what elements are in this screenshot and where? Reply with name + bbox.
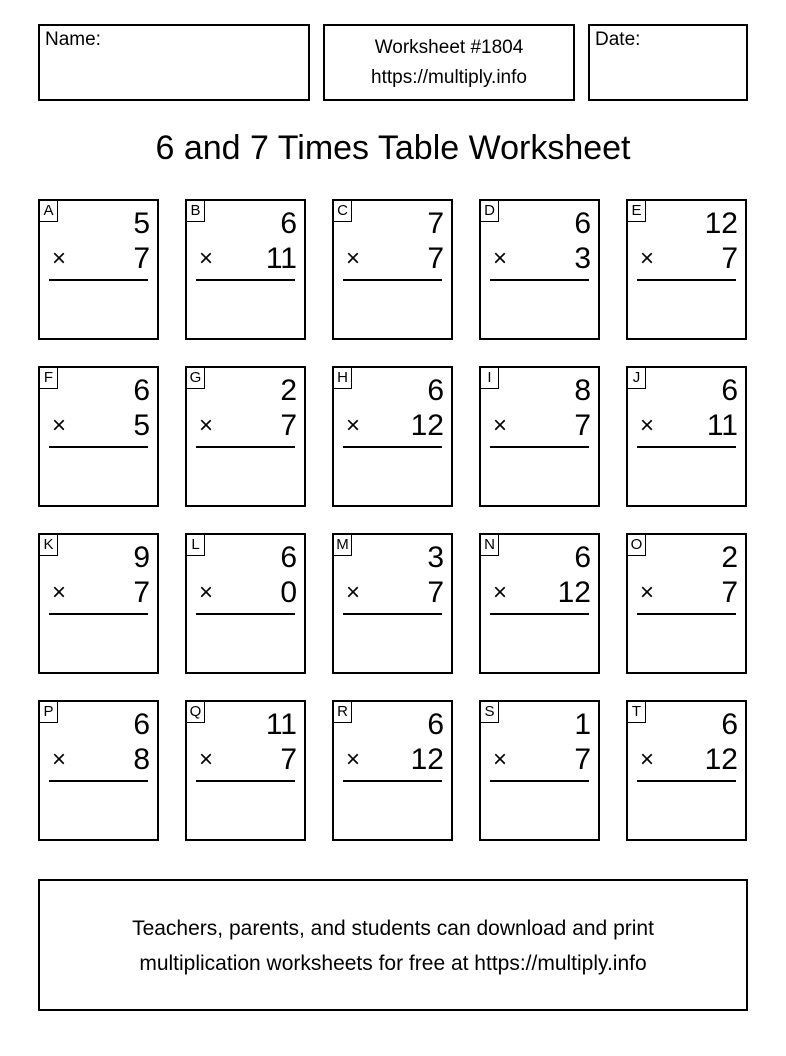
problem-top-number: 6 (427, 374, 444, 407)
problem-card[interactable] (332, 199, 453, 340)
times-sign: × (493, 245, 508, 272)
problem-label: E (628, 201, 646, 222)
problem-bottom-number: 7 (280, 409, 297, 442)
problem-label: T (628, 702, 646, 723)
problem-label: F (40, 368, 58, 389)
answer-line (49, 780, 148, 782)
problem-label: H (334, 368, 352, 389)
problem-bottom-number: 12 (704, 743, 738, 776)
worksheet-info-box (323, 24, 575, 101)
problem-top-number: 8 (574, 374, 591, 407)
problem-bottom-number: 7 (133, 576, 150, 609)
answer-line (490, 446, 589, 448)
answer-line (637, 279, 736, 281)
times-sign: × (640, 579, 655, 606)
worksheet-number: Worksheet #1804 (374, 37, 524, 58)
problem-top-number: 6 (721, 708, 738, 741)
times-sign: × (346, 245, 361, 272)
times-sign: × (493, 579, 508, 606)
answer-line (637, 446, 736, 448)
problem-top-number: 6 (133, 708, 150, 741)
problem-label: P (40, 702, 58, 723)
problem-top-number: 6 (280, 541, 297, 574)
times-sign: × (346, 412, 361, 439)
footer-notice (38, 879, 748, 1011)
problem-top-number: 2 (280, 374, 297, 407)
problem-label: Q (187, 702, 205, 723)
problem-card[interactable] (626, 366, 747, 507)
problem-bottom-number: 11 (706, 409, 738, 442)
problem-card[interactable] (185, 700, 306, 841)
problem-bottom-number: 0 (280, 576, 297, 609)
problem-card[interactable] (185, 199, 306, 340)
times-sign: × (52, 412, 67, 439)
times-sign: × (640, 746, 655, 773)
problem-top-number: 6 (721, 374, 738, 407)
problem-label: I (481, 368, 499, 389)
problem-label: R (334, 702, 352, 723)
problem-bottom-number: 7 (574, 409, 591, 442)
problem-top-number: 1 (574, 708, 591, 741)
answer-line (637, 780, 736, 782)
answer-line (490, 780, 589, 782)
problem-card[interactable] (38, 199, 159, 340)
problem-bottom-number: 12 (410, 743, 444, 776)
problem-card[interactable] (479, 533, 600, 674)
problem-label: J (628, 368, 646, 389)
problem-bottom-number: 12 (410, 409, 444, 442)
problem-bottom-number: 7 (721, 242, 738, 275)
problem-label: K (40, 535, 58, 556)
footer-line-2: multiplication worksheets for free at https://multiply.info (139, 952, 647, 975)
answer-line (343, 780, 442, 782)
problem-label: C (334, 201, 352, 222)
footer-line-1: Teachers, parents, and students can download and print (132, 917, 654, 940)
problem-bottom-number: 3 (574, 242, 591, 275)
problem-label: A (40, 201, 58, 222)
problem-label: O (628, 535, 646, 556)
problem-label: B (187, 201, 205, 222)
answer-line (343, 279, 442, 281)
problem-top-number: 12 (704, 207, 738, 240)
times-sign: × (52, 245, 67, 272)
problem-card[interactable] (185, 533, 306, 674)
worksheet-url: https://multiply.info (371, 67, 527, 88)
problem-top-number: 9 (133, 541, 150, 574)
problem-top-number: 5 (133, 207, 150, 240)
problem-label: L (187, 535, 205, 556)
problem-top-number: 6 (133, 374, 150, 407)
problem-card[interactable] (38, 366, 159, 507)
problem-bottom-number: 5 (133, 409, 150, 442)
times-sign: × (199, 746, 214, 773)
problem-bottom-number: 7 (427, 576, 444, 609)
problem-label: S (481, 702, 499, 723)
answer-line (490, 279, 589, 281)
answer-line (49, 279, 148, 281)
times-sign: × (346, 579, 361, 606)
date-field-box[interactable] (588, 24, 748, 101)
problem-top-number: 11 (265, 708, 297, 741)
times-sign: × (52, 746, 67, 773)
problem-card[interactable] (479, 199, 600, 340)
problem-top-number: 6 (574, 541, 591, 574)
problem-card[interactable] (332, 366, 453, 507)
answer-line (49, 613, 148, 615)
problem-bottom-number: 7 (133, 242, 150, 275)
problem-bottom-number: 7 (280, 743, 297, 776)
answer-line (196, 780, 295, 782)
times-sign: × (199, 579, 214, 606)
problem-card[interactable] (185, 366, 306, 507)
answer-line (49, 446, 148, 448)
problem-label: N (481, 535, 499, 556)
problem-top-number: 7 (427, 207, 444, 240)
problem-card[interactable] (626, 700, 747, 841)
problem-card[interactable] (332, 533, 453, 674)
problem-bottom-number: 8 (133, 743, 150, 776)
answer-line (196, 279, 295, 281)
times-sign: × (640, 245, 655, 272)
problem-top-number: 2 (721, 541, 738, 574)
problem-top-number: 6 (427, 708, 444, 741)
problem-card[interactable] (626, 199, 747, 340)
answer-line (637, 613, 736, 615)
times-sign: × (493, 412, 508, 439)
name-field-box[interactable] (38, 24, 310, 101)
problem-bottom-number: 12 (557, 576, 591, 609)
problem-bottom-number: 7 (721, 576, 738, 609)
answer-line (490, 613, 589, 615)
answer-line (343, 446, 442, 448)
times-sign: × (199, 245, 214, 272)
answer-line (196, 446, 295, 448)
problem-card[interactable] (479, 700, 600, 841)
problem-card[interactable] (332, 700, 453, 841)
problem-card[interactable] (38, 533, 159, 674)
times-sign: × (52, 579, 67, 606)
problem-top-number: 6 (280, 207, 297, 240)
problem-label: G (187, 368, 205, 389)
problem-bottom-number: 7 (427, 242, 444, 275)
answer-line (343, 613, 442, 615)
problem-card[interactable] (479, 366, 600, 507)
problem-bottom-number: 7 (574, 743, 591, 776)
times-sign: × (199, 412, 214, 439)
times-sign: × (346, 746, 361, 773)
problem-top-number: 6 (574, 207, 591, 240)
problem-card[interactable] (38, 700, 159, 841)
times-sign: × (640, 412, 655, 439)
problem-top-number: 3 (427, 541, 444, 574)
date-label: Date: (595, 29, 641, 50)
problem-label: M (334, 535, 352, 556)
page-title: 6 and 7 Times Table Worksheet (155, 129, 631, 167)
answer-line (196, 613, 295, 615)
problem-bottom-number: 11 (265, 242, 297, 275)
times-sign: × (493, 746, 508, 773)
name-label: Name: (45, 29, 101, 50)
problem-card[interactable] (626, 533, 747, 674)
problem-label: D (481, 201, 499, 222)
